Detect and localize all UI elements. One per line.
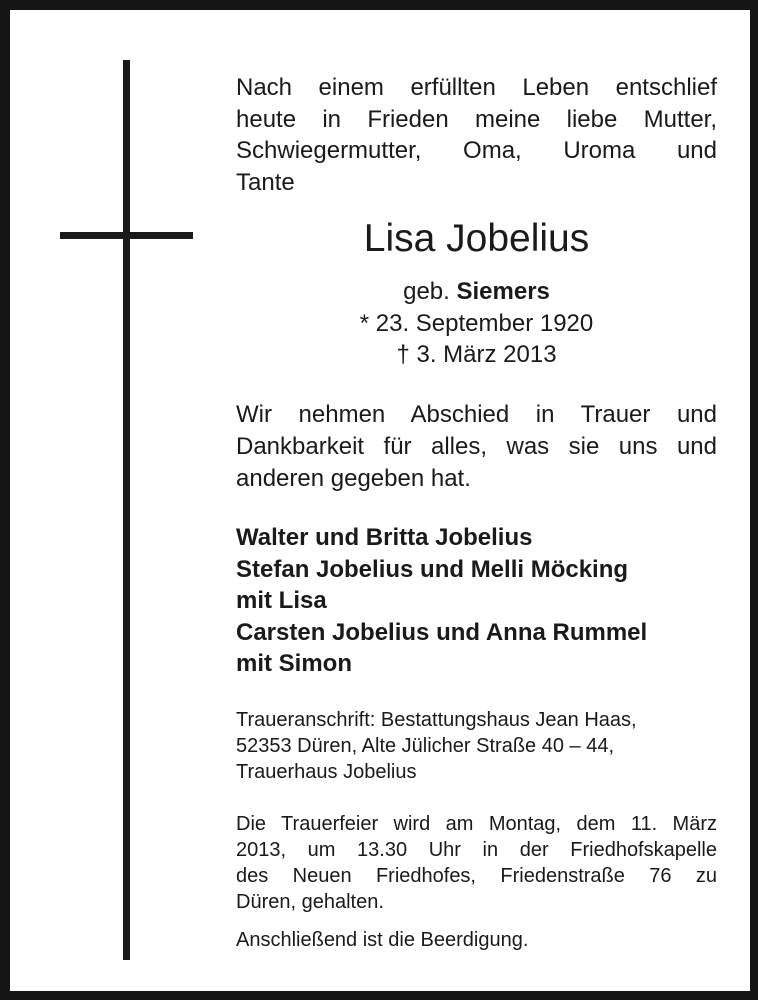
farewell-text: [236, 399, 717, 495]
mourning-address: [236, 707, 717, 785]
family-list: [236, 522, 717, 680]
death-date: † 3. März 2013: [396, 341, 557, 368]
deceased-name: Lisa Jobelius: [363, 217, 590, 260]
cross-icon: [123, 60, 130, 960]
intro-line: Schwiegermutter, Oma, Uroma und: [236, 137, 717, 164]
family-line: Stefan Jobelius und Melli Möcking: [236, 555, 629, 583]
intro-text: [236, 72, 717, 198]
maiden-prefix: geb.: [403, 278, 450, 305]
family-line: mit Simon: [236, 650, 353, 678]
service-info: [236, 811, 717, 915]
family-line: Carsten Jobelius und Anna Rummel: [236, 618, 648, 646]
birth-date: * 23. September 1920: [359, 309, 594, 337]
service-line: 2013, um 13.30 Uhr in der Friedhofskapelle: [236, 839, 717, 861]
service-line: des Neuen Friedhofes, Friedenstraße 76 zu: [236, 865, 717, 887]
service-line: Düren, gehalten.: [236, 891, 384, 913]
farewell-line: Wir nehmen Abschied in Trauer und: [236, 401, 717, 428]
family-line: mit Lisa: [236, 587, 327, 615]
address-line: Trauerhaus Jobelius: [236, 761, 417, 783]
intro-line: Tante: [236, 168, 295, 196]
farewell-line: anderen gegeben hat.: [236, 465, 471, 492]
burial-line: Anschließend ist die Beerdigung.: [236, 929, 529, 951]
family-line: Walter und Britta Jobelius: [236, 524, 533, 551]
farewell-line: Dankbarkeit für alles, was sie uns und: [236, 433, 717, 460]
birth-details: [236, 276, 717, 371]
burial-info: [236, 927, 717, 953]
maiden-name: Siemers: [456, 278, 550, 305]
address-line: Traueranschrift: Bestattungshaus Jean Haas,: [236, 709, 637, 731]
address-line: 52353 Düren, Alte Jülicher Straße 40 – 44,: [236, 735, 615, 757]
intro-line: heute in Frieden meine liebe Mutter,: [236, 105, 717, 133]
service-line: Die Trauerfeier wird am Montag, dem 11. März: [236, 813, 717, 835]
cross-bar: [60, 232, 193, 239]
intro-line: Nach einem erfüllten Leben entschlief: [236, 74, 717, 101]
